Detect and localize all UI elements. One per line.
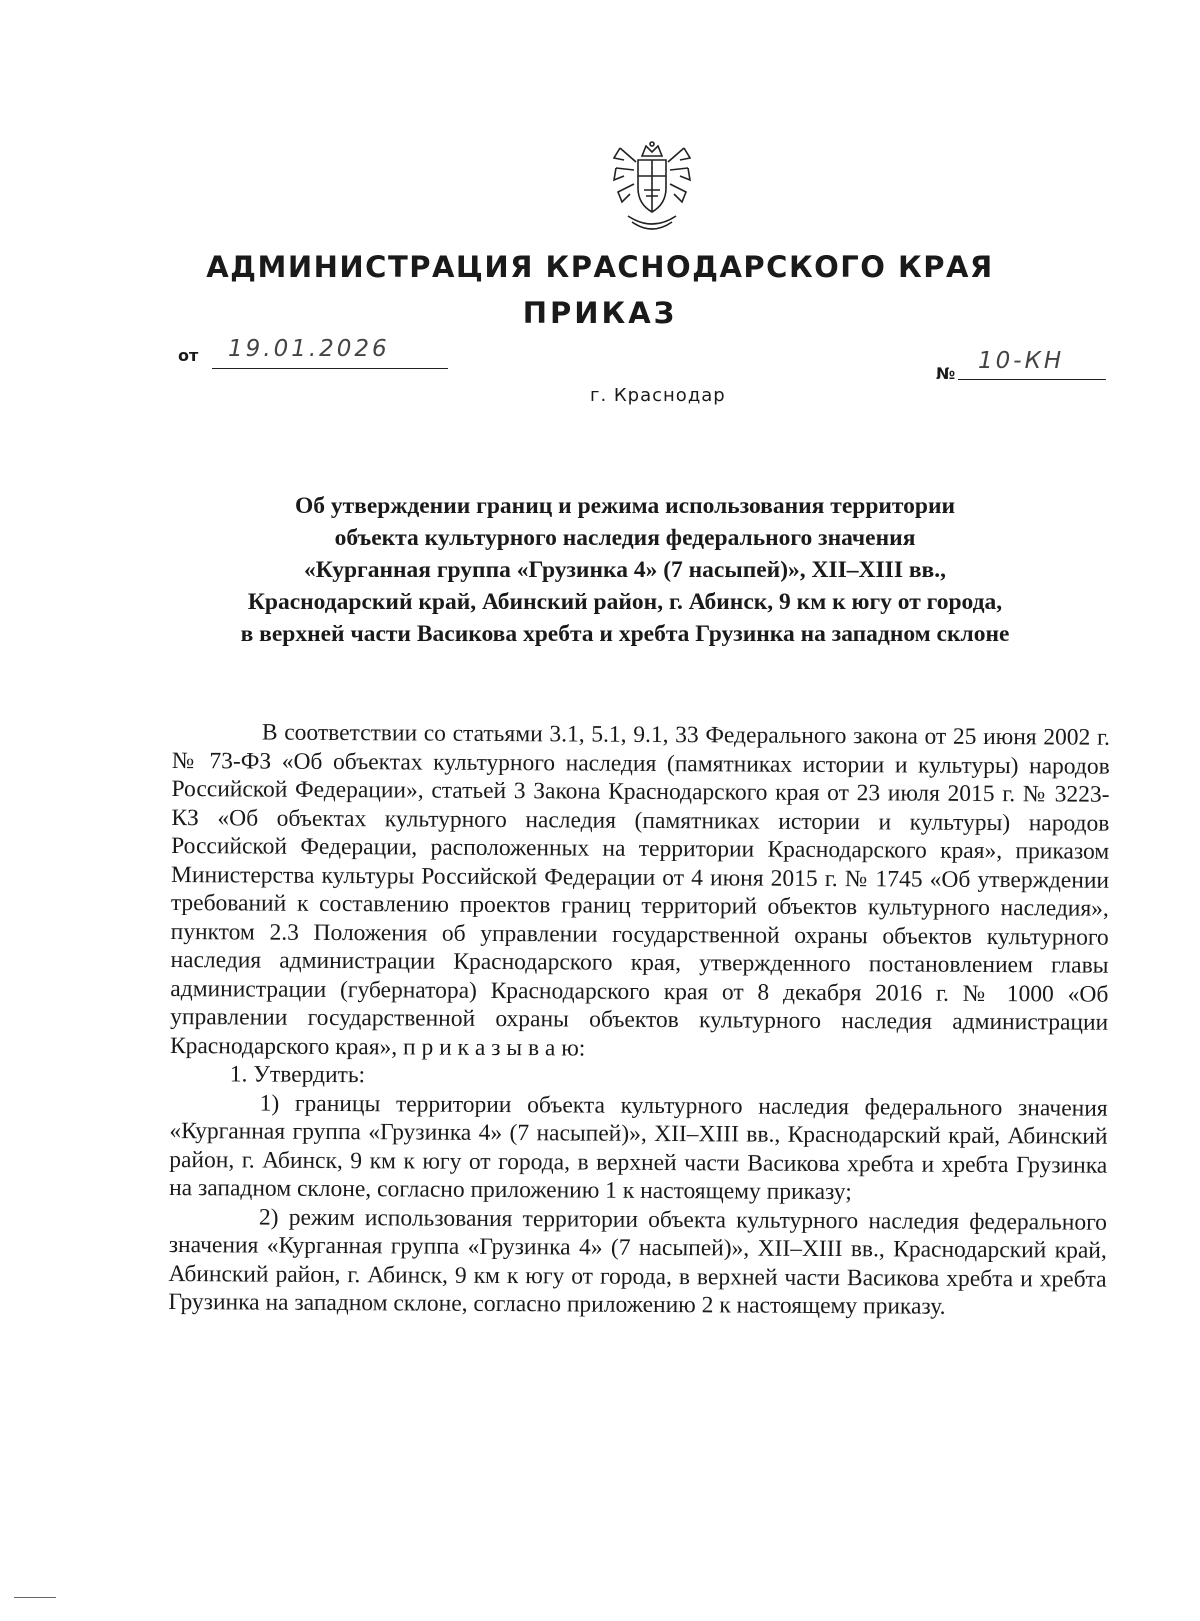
preamble-paragraph [170, 718, 1110, 1066]
city: г. Краснодар [590, 385, 726, 406]
order-word: п р и к а з ы в а ю: [402, 1033, 586, 1062]
coat-of-arms-icon [608, 140, 696, 236]
subject-line: Краснодарский край, Абинский район, г. Абинск, 9 км к югу от города, [247, 589, 1003, 615]
subject-line: «Курганная группа «Грузинка 4» (7 насыпей)», XII–XIII вв., [304, 557, 946, 583]
number-label: № [936, 364, 956, 383]
item-1: 1. Утвердить: [229, 1061, 366, 1089]
number-line [958, 379, 1106, 380]
document-body [168, 718, 1110, 1322]
subject-line: объекта культурного наследия федерального значения [334, 525, 916, 551]
date-handwritten: 19.01.2026 [228, 336, 390, 362]
margin-mark [14, 1597, 56, 1598]
subitem-1: 1) границы территории объекта культурного наследия федерального значения «Курганная группа «Грузинка 4» (7 насыпей)», XII–XIII вв., Краснодарский край, Абинский район, г. Абинск, 9 км к югу от города, в верхней части Васикова хребта и хребта Грузинка на западном склоне, согласно приложению 1 к настоящему приказу; [169, 1090, 1108, 1206]
number-handwritten: 10-КН [978, 348, 1065, 374]
document-subject [150, 490, 1100, 650]
date-label: от [178, 346, 199, 365]
document-type: ПРИКАЗ [522, 296, 678, 330]
subject-line: в верхней части Васикова хребта и хребта Грузинка на западном склоне [240, 621, 1010, 647]
date-line [212, 368, 448, 369]
subject-line: Об утверждении границ и режима использования территории [294, 493, 956, 519]
preamble-text: В соответствии со статьями 3.1, 5.1, 9.1, 33 Федерального закона от 25 июня 2002 г. № 73-ФЗ «Об объектах культурного наследия (памятниках истории и культуры) народов Российской Федерации», статьей 3 Закона Краснодарского края от 23 июля 2015 г. № 3223-КЗ «Об объектах культурного наследия (памятниках истории и культуры) народов Российской Федерации, расположенных на территории Краснодарского края», приказом Министерства культуры Российской Федерации от 4 июня 2015 г. № 1745 «Об утверждении требований к составлению проектов границ территорий объектов культурного наследия», пунктом 2.3 Положения об управлении государственной охраны объектов культурного наследия администрации Краснодарского края, утвержденного постановлением главы администрации (губернатора) Краснодарского края от 8 декабря 2016 г. № 1000 «Об управлении государственной охраны объектов культурного наследия администрации Краснодарского края», [169, 719, 1110, 1060]
organization-title: АДМИНИСТРАЦИЯ КРАСНОДАРСКОГО КРАЯ [206, 250, 994, 284]
subitem-2: 2) режим использования территории объекта культурного наследия федерального значения «Курганная группа «Грузинка 4» (7 насыпей)», XII–XIII вв., Краснодарский край, Абинский район, г. Абинск, 9 км к югу от города, в верхней части Васикова хребта и хребта Грузинка на западном склоне, согласно приложению 2 к настоящему приказу. [168, 1204, 1108, 1320]
